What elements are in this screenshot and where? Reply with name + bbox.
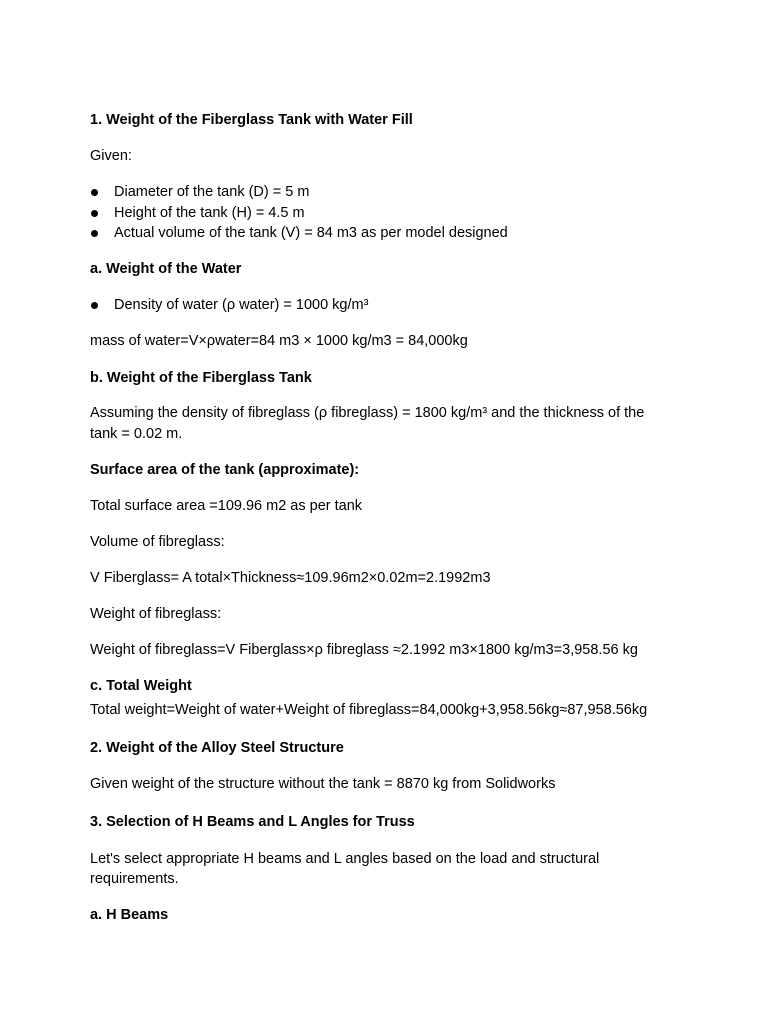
- bullet-icon: [91, 302, 98, 309]
- surface-area-line: Total surface area =109.96 m2 as per tank: [90, 498, 363, 514]
- bullet-icon: [91, 189, 98, 196]
- surface-area-heading: Surface area of the tank (approximate):: [90, 462, 360, 478]
- weight-label: Weight of fibreglass:: [90, 606, 222, 622]
- list-item: [114, 203, 305, 223]
- list-item-text: Actual volume of the tank (V) = 84 m3 as per model designed: [114, 225, 508, 241]
- list-item-text: Density of water (ρ water) = 1000 kg/m³: [114, 297, 369, 313]
- volume-label: Volume of fibreglass:: [90, 534, 225, 550]
- bullet-icon: [91, 210, 98, 217]
- list-item: [114, 223, 508, 243]
- density-assumption-line1: Assuming the density of fibreglass (ρ fibreglass) = 1800 kg/m³ and the thickness of the: [90, 405, 645, 421]
- list-item-text: Diameter of the tank (D) = 5 m: [114, 184, 310, 200]
- weight-equation: Weight of fibreglass=V Fiberglass×ρ fibreglass ≈2.1992 m3×1800 kg/m3=3,958.56 kg: [90, 642, 638, 658]
- list-item: [114, 182, 309, 202]
- volume-equation: V Fiberglass= A total×Thickness≈109.96m2×0.02m=2.1992m3: [90, 570, 491, 586]
- selection-line1: Let's select appropriate H beams and L angles based on the load and structural: [90, 851, 600, 867]
- list-item-text: Height of the tank (H) = 4.5 m: [114, 205, 305, 221]
- section2-heading: 2. Weight of the Alloy Steel Structure: [90, 740, 344, 756]
- subsection-a-heading: a. Weight of the Water: [90, 261, 242, 277]
- density-assumption-line2: tank = 0.02 m.: [90, 426, 183, 442]
- given-label: Given:: [90, 148, 132, 164]
- selection-line2: requirements.: [90, 871, 179, 887]
- bullet-icon: [91, 230, 98, 237]
- section3-heading: 3. Selection of H Beams and L Angles for Truss: [90, 814, 415, 830]
- mass-of-water-equation: mass of water=V×ρwater=84 m3 × 1000 kg/m3 = 84,000kg: [90, 333, 468, 349]
- h-beams-heading: a. H Beams: [90, 907, 169, 923]
- structure-weight-line: Given weight of the structure without the tank = 8870 kg from Solidworks: [90, 776, 556, 792]
- subsection-c-heading: c. Total Weight: [90, 678, 192, 694]
- section1-heading: 1. Weight of the Fiberglass Tank with Water Fill: [90, 112, 413, 128]
- list-item: [114, 295, 368, 315]
- subsection-b-heading: b. Weight of the Fiberglass Tank: [90, 370, 312, 386]
- total-weight-equation: Total weight=Weight of water+Weight of fibreglass=84,000kg+3,958.56kg≈87,958.56kg: [90, 702, 648, 718]
